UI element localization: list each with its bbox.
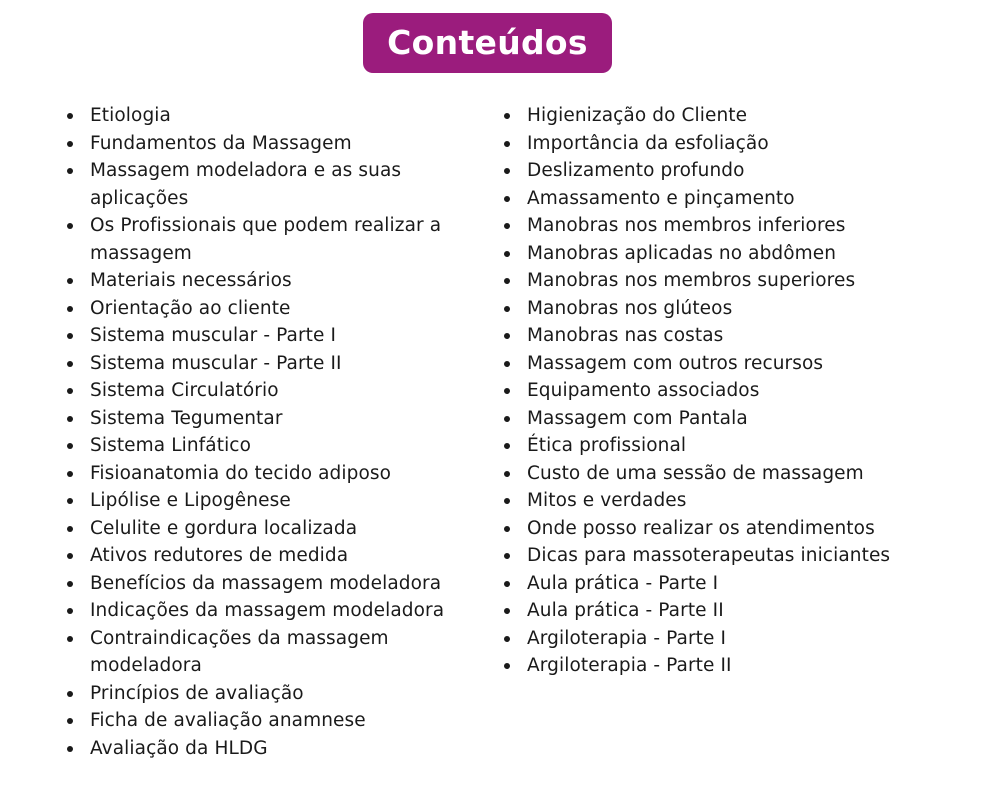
list-item: Princípios de avaliação [66,680,481,708]
list-item: Manobras aplicadas no abdômen [503,240,953,268]
list-item: Aula prática - Parte II [503,597,953,625]
list-item: Aula prática - Parte I [503,570,953,598]
list-item: Sistema muscular - Parte I [66,322,481,350]
list-item: Ficha de avaliação anamnese [66,707,481,735]
list-item: Os Profissionais que podem realizar a massagem [66,212,481,267]
list-item: Ética profissional [503,432,953,460]
list-item: Mitos e verdades [503,487,953,515]
list-item: Materiais necessários [66,267,481,295]
contents-title-badge [363,13,612,73]
list-item: Sistema muscular - Parte II [66,350,481,378]
list-item: Amassamento e pinçamento [503,185,953,213]
list-item: Manobras nos membros inferiores [503,212,953,240]
contents-list-left [66,102,481,762]
list-item: Etiologia [66,102,481,130]
list-item: Celulite e gordura localizada [66,515,481,543]
list-item: Argiloterapia - Parte I [503,625,953,653]
list-item: Sistema Tegumentar [66,405,481,433]
list-item: Benefícios da massagem modeladora [66,570,481,598]
list-item: Importância da esfoliação [503,130,953,158]
contents-list-right [503,102,953,680]
list-item: Sistema Linfático [66,432,481,460]
list-item: Fundamentos da Massagem [66,130,481,158]
list-item: Manobras nas costas [503,322,953,350]
list-item: Deslizamento profundo [503,157,953,185]
list-item: Massagem com outros recursos [503,350,953,378]
list-item: Massagem com Pantala [503,405,953,433]
list-item: Orientação ao cliente [66,295,481,323]
list-item: Contraindicações da massagem modeladora [66,625,481,680]
list-item: Equipamento associados [503,377,953,405]
list-item: Fisioanatomia do tecido adiposo [66,460,481,488]
list-item: Manobras nos glúteos [503,295,953,323]
list-item: Manobras nos membros superiores [503,267,953,295]
list-item: Massagem modeladora e as suas aplicações [66,157,481,212]
list-item: Higienização do Cliente [503,102,953,130]
list-item: Avaliação da HLDG [66,735,481,763]
contents-title: Conteúdos [387,23,588,62]
list-item: Dicas para massoterapeutas iniciantes [503,542,953,570]
list-item: Lipólise e Lipogênese [66,487,481,515]
list-item: Onde posso realizar os atendimentos [503,515,953,543]
list-item: Sistema Circulatório [66,377,481,405]
list-item: Indicações da massagem modeladora [66,597,481,625]
list-item: Custo de uma sessão de massagem [503,460,953,488]
list-item: Argiloterapia - Parte II [503,652,953,680]
list-item: Ativos redutores de medida [66,542,481,570]
